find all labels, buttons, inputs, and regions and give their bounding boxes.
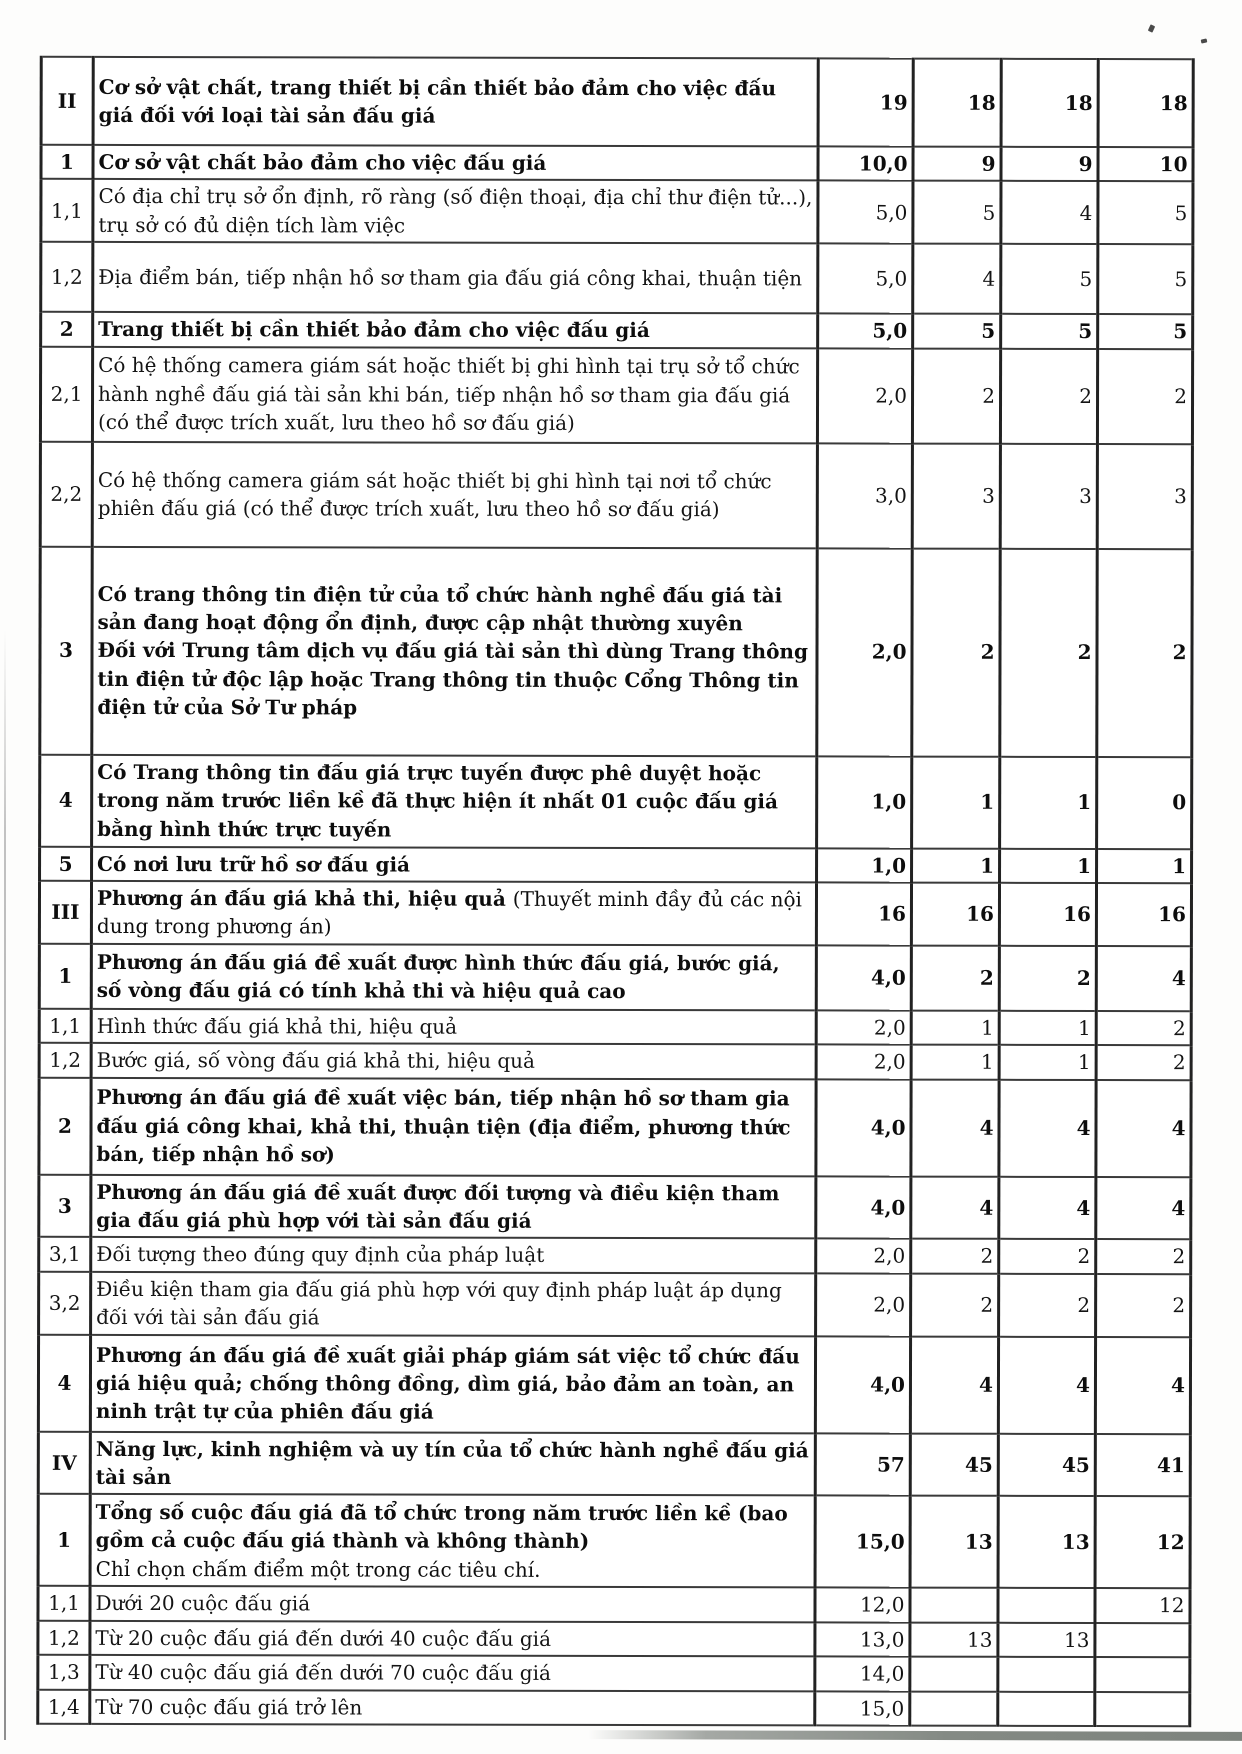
score-col2-cell: 4: [910, 1336, 998, 1433]
score-col2-cell: 5: [913, 181, 1001, 244]
desc-text: Phương án đấu giá đề xuất được hình thức đấu giá, bước giá, số vòng đấu giá có tính khả thi và hiệu quả cao: [96, 949, 780, 1004]
row-no-cell: IV: [38, 1431, 90, 1494]
score-col3-cell: [998, 1657, 1095, 1692]
row-desc-cell: [93, 57, 818, 147]
score-col2-cell: 2: [912, 548, 1000, 756]
score-col3-cell: 4: [999, 1079, 1096, 1176]
row-no-cell: 1,3: [38, 1655, 90, 1689]
row-no-cell: 2,2: [40, 441, 92, 546]
row-desc-cell: [91, 1272, 816, 1337]
score-col3-cell: 1: [1000, 848, 1097, 883]
row-desc-cell: [93, 312, 818, 348]
row-desc-cell: [90, 1690, 815, 1726]
score-col1-cell: 4,0: [816, 945, 911, 1010]
score-col4-cell: 2: [1096, 1045, 1191, 1080]
score-col2-cell: 4: [913, 244, 1001, 314]
scan-speck-icon: [1148, 24, 1155, 32]
row-desc-cell: [90, 1586, 815, 1622]
row-desc-cell: [93, 145, 818, 181]
desc-text: Từ 40 cuộc đấu giá đến dưới 70 cuộc đấu giá: [95, 1660, 551, 1686]
row-desc-cell: [90, 1655, 815, 1691]
table-row: [40, 846, 1192, 883]
score-col1-cell: 57: [815, 1433, 910, 1496]
score-col2-cell: 2: [911, 945, 999, 1010]
score-col1-cell: 19: [818, 58, 913, 146]
score-col1-cell: 4,0: [816, 1176, 911, 1239]
table-row: [40, 754, 1192, 848]
row-no-cell: 1,1: [41, 179, 93, 242]
score-col4-cell: 5: [1098, 244, 1193, 314]
desc-text: Có hệ thống camera giám sát hoặc thiết bị ghi hình tại nơi tổ chức phiên đấu giá (có thể được trích xuất, lưu theo hồ sơ đấu giá): [97, 467, 772, 522]
desc-text: Cơ sở vật chất bảo đảm cho việc đấu giá: [98, 149, 547, 175]
desc-text: Địa điểm bán, tiếp nhận hồ sơ tham gia đấu giá công khai, thuận tiện: [98, 264, 803, 291]
table-row: [39, 1174, 1191, 1239]
row-no-cell: 5: [40, 846, 92, 880]
row-no-cell: 1,1: [39, 1009, 91, 1043]
score-col4-cell: 2: [1097, 349, 1192, 444]
score-col4-cell: 3: [1097, 444, 1192, 549]
score-col3-cell: 13: [998, 1496, 1095, 1588]
row-no-cell: 1,2: [41, 242, 93, 312]
desc-text: Từ 70 cuộc đấu giá trở lên: [95, 1694, 363, 1720]
score-col3-cell: 45: [998, 1433, 1095, 1496]
table-row: [40, 346, 1192, 443]
table-row: [39, 944, 1191, 1011]
score-col3-cell: 2: [999, 1239, 1096, 1274]
score-col1-cell: 2,0: [816, 1045, 911, 1080]
desc-text: Từ 20 cuộc đấu giá đến dưới 40 cuộc đấu giá: [95, 1625, 552, 1651]
desc-text: Có hệ thống camera giám sát hoặc thiết bị ghi hình tại trụ sở tổ chức hành nghề đấu giá tài sản khi bán, tiếp nhận hồ sơ tham gia đấu giá (có thể được trích xuất, lưu theo hồ sơ đấu giá): [97, 353, 800, 436]
desc-text: Phương án đấu giá đề xuất việc bán, tiếp nhận hồ sơ tham gia đấu giá công khai, khả thi, thuận tiện (địa điểm, phương thức bán, tiếp nhận hồ sơ): [96, 1085, 791, 1167]
table-row: [38, 1655, 1190, 1692]
score-col4-cell: 4: [1096, 946, 1191, 1011]
score-col1-cell: 2,0: [817, 548, 912, 756]
row-desc-cell: [91, 944, 816, 1011]
score-col1-cell: 15,0: [815, 1496, 910, 1588]
score-col4-cell: [1095, 1657, 1190, 1692]
score-col2-cell: 5: [913, 314, 1001, 349]
score-col3-cell: 13: [998, 1623, 1095, 1658]
row-desc-cell: [92, 346, 817, 443]
score-col3-cell: 4: [999, 1176, 1096, 1239]
row-no-cell: 3: [40, 546, 92, 754]
table-row: [38, 1586, 1190, 1623]
table-row: [38, 1431, 1190, 1496]
row-no-cell: 3: [39, 1174, 91, 1237]
score-col4-cell: 1: [1097, 849, 1192, 884]
score-col3-cell: 1: [1000, 756, 1097, 848]
row-no-cell: 1: [38, 1494, 90, 1586]
score-col1-cell: 4,0: [815, 1336, 910, 1433]
desc-text: Có Trang thông tin đấu giá trực tuyến được phê duyệt hoặc trong năm trước liền kề đã thực hiện ít nhất 01 cuộc đấu giá bằng hình thức trực tuyến: [97, 759, 778, 842]
score-col1-cell: 12,0: [815, 1588, 910, 1623]
score-col2-cell: 2: [912, 348, 1000, 443]
row-desc-cell: [91, 1174, 816, 1238]
score-col4-cell: 5: [1098, 181, 1193, 244]
row-no-cell: 3,1: [39, 1237, 91, 1271]
table-row: [38, 1334, 1190, 1433]
table-row: [40, 441, 1192, 548]
scan-artifact-bar: [588, 1730, 1242, 1741]
score-col2-cell: 16: [911, 883, 999, 946]
row-no-cell: 1: [41, 145, 93, 179]
table-row: [38, 1621, 1190, 1658]
table-row: [39, 1009, 1191, 1046]
desc-text: Phương án đấu giá đề xuất được đối tượng và điều kiện tham gia đấu giá phù hợp với tài sản đấu giá: [96, 1179, 780, 1233]
desc-text: Cơ sở vật chất, trang thiết bị cần thiết bảo đảm cho việc đấu giá đối với loại tài sản đấu giá: [98, 74, 777, 128]
score-col4-cell: 18: [1098, 59, 1193, 147]
score-col1-cell: 5,0: [818, 244, 913, 314]
table-row: [41, 242, 1193, 314]
score-col3-cell: 2: [999, 946, 1096, 1011]
score-col3-cell: [998, 1588, 1095, 1623]
score-col3-cell: 1: [999, 1045, 1096, 1080]
table-row: [41, 145, 1193, 182]
score-col2-cell: 13: [910, 1622, 998, 1657]
table-row: [39, 881, 1191, 946]
score-col1-cell: 2,0: [817, 348, 912, 443]
score-col3-cell: 9: [1001, 147, 1098, 182]
table-row: [41, 312, 1193, 349]
score-col2-cell: [910, 1691, 998, 1726]
table-row: [38, 1689, 1190, 1726]
desc-text: Có nơi lưu trữ hồ sơ đấu giá: [97, 851, 411, 877]
table-row: [41, 57, 1193, 147]
table-row: [40, 546, 1192, 756]
row-desc-cell: [91, 1043, 816, 1079]
score-col1-cell: 1,0: [817, 756, 912, 848]
table-row: [39, 1271, 1191, 1336]
row-desc-cell: [90, 1432, 815, 1496]
score-col3-cell: 5: [1001, 314, 1098, 349]
score-col1-cell: 2,0: [816, 1273, 911, 1336]
row-desc-cell: [93, 179, 818, 243]
score-col4-cell: 41: [1095, 1434, 1190, 1497]
score-col4-cell: 2: [1096, 1274, 1191, 1337]
score-col1-cell: 2,0: [816, 1239, 911, 1274]
row-desc-cell: [91, 1237, 816, 1273]
score-col3-cell: [998, 1691, 1095, 1726]
score-col2-cell: 1: [912, 756, 1000, 848]
row-no-cell: 1,1: [38, 1586, 90, 1620]
score-col3-cell: 3: [1000, 443, 1097, 548]
score-col3-cell: 2: [1000, 548, 1097, 756]
score-col2-cell: 4: [911, 1079, 999, 1176]
score-col3-cell: 2: [1000, 348, 1097, 443]
desc-text: Hình thức đấu giá khả thi, hiệu quả: [96, 1013, 458, 1039]
row-desc-cell: [90, 1335, 815, 1434]
row-desc-cell: [90, 1621, 815, 1657]
score-col1-cell: 2,0: [816, 1010, 911, 1045]
score-col2-cell: 2: [911, 1273, 999, 1336]
score-col3-cell: 1: [999, 1011, 1096, 1046]
table-row: [39, 1077, 1191, 1176]
row-desc-cell: [91, 1077, 816, 1176]
score-col1-cell: 14,0: [815, 1657, 910, 1692]
score-col1-cell: 3,0: [817, 443, 912, 548]
scan-edge-line: [4, 630, 6, 1740]
desc-text: Phương án đấu giá đề xuất giải pháp giám sát việc tổ chức đấu giá hiệu quả; chống thông đồng, dìm giá, bảo đảm an toàn, an ninh trật tự của phiên đấu giá: [95, 1342, 800, 1424]
score-col4-cell: 4: [1096, 1177, 1191, 1240]
desc-text-2: Đối với Trung tâm dịch vụ đấu giá tài sản thì dùng Trang thông tin điện tử độc lập hoặc Trang thông tin thuộc Cổng Thông tin điện tử của Sở Tư pháp: [97, 638, 808, 720]
score-col3-cell: 16: [999, 883, 1096, 946]
score-col1-cell: 1,0: [817, 848, 912, 883]
row-desc-cell: [91, 881, 816, 945]
row-desc-cell: [92, 754, 817, 848]
row-desc-cell: [92, 846, 817, 882]
criteria-table: [36, 56, 1194, 1727]
row-desc-cell: [92, 546, 817, 756]
score-col3-cell: 18: [1001, 59, 1098, 147]
score-col4-cell: 16: [1096, 883, 1191, 946]
score-col3-cell: 5: [1001, 244, 1098, 314]
desc-text: Có trang thông tin điện tử của tổ chức hành nghề đấu giá tài sản đang hoạt động ổn định, được cập nhật thường xuyên: [97, 581, 783, 636]
desc-text: Trang thiết bị cần thiết bảo đảm cho việc đấu giá: [98, 317, 650, 343]
row-no-cell: 2,1: [40, 346, 92, 441]
score-col1-cell: 13,0: [815, 1622, 910, 1657]
row-no-cell: 3,2: [39, 1271, 91, 1334]
score-col4-cell: 2: [1096, 1011, 1191, 1046]
table-row: [38, 1494, 1190, 1588]
score-col2-cell: 4: [911, 1176, 999, 1239]
row-no-cell: 4: [38, 1334, 90, 1431]
desc-text-2: Chỉ chọn chấm điểm một trong các tiêu chí.: [95, 1556, 541, 1582]
row-desc-cell: [91, 1009, 816, 1045]
score-col3-cell: 2: [999, 1273, 1096, 1336]
score-col2-cell: 13: [910, 1496, 998, 1588]
score-col2-cell: 3: [912, 443, 1000, 548]
score-col4-cell: 10: [1098, 147, 1193, 182]
score-col1-cell: 15,0: [815, 1691, 910, 1726]
score-col4-cell: [1095, 1692, 1190, 1727]
score-col1-cell: 5,0: [818, 314, 913, 349]
score-col2-cell: 2: [911, 1239, 999, 1274]
scan-speck-icon: [1201, 38, 1208, 43]
score-col1-cell: 10,0: [818, 146, 913, 181]
row-desc-cell: [93, 242, 818, 314]
table-row: [39, 1043, 1191, 1080]
score-col4-cell: 2: [1096, 1239, 1191, 1274]
desc-text: Đối tượng theo đúng quy định của pháp luật: [96, 1242, 545, 1268]
score-col3-cell: 4: [998, 1336, 1095, 1433]
table-row: [39, 1237, 1191, 1274]
score-col2-cell: [910, 1657, 998, 1692]
score-col4-cell: 5: [1098, 314, 1193, 349]
score-col4-cell: 12: [1095, 1588, 1190, 1623]
score-col1-cell: 16: [816, 882, 911, 945]
score-col3-cell: 4: [1001, 181, 1098, 244]
desc-text: Điều kiện tham gia đấu giá phù hợp với quy định pháp luật áp dụng đối với tài sản đấu giá: [96, 1276, 782, 1330]
score-col4-cell: 0: [1097, 757, 1192, 849]
score-col2-cell: 1: [911, 1045, 999, 1080]
score-col4-cell: [1095, 1623, 1190, 1658]
row-no-cell: 2: [39, 1077, 91, 1174]
row-desc-cell: [90, 1494, 815, 1588]
row-no-cell: 1,2: [39, 1043, 91, 1077]
desc-text: Tổng số cuộc đấu giá đã tổ chức trong năm trước liền kề (bao gồm cả cuộc đấu giá thành và không thành): [95, 1499, 788, 1554]
score-col1-cell: 5,0: [818, 181, 913, 244]
score-col4-cell: 4: [1095, 1337, 1190, 1434]
score-col2-cell: 45: [910, 1433, 998, 1496]
score-col4-cell: 2: [1097, 549, 1192, 757]
row-no-cell: II: [41, 57, 93, 145]
desc-text: Năng lực, kinh nghiệm và uy tín của tổ chức hành nghề đấu giá tài sản: [95, 1436, 809, 1490]
table-row: [41, 179, 1193, 244]
score-col2-cell: 9: [913, 147, 1001, 182]
score-col2-cell: 18: [913, 59, 1001, 147]
row-no-cell: 1,2: [38, 1621, 90, 1655]
score-col1-cell: 4,0: [816, 1079, 911, 1176]
score-col4-cell: 4: [1096, 1080, 1191, 1177]
score-col2-cell: 1: [912, 848, 1000, 883]
row-no-cell: 4: [40, 754, 92, 846]
desc-text: Phương án đấu giá khả thi, hiệu quả: [96, 885, 506, 911]
row-desc-cell: [92, 441, 817, 548]
score-col2-cell: [910, 1588, 998, 1623]
desc-text-2: (Thuyết minh đầy đủ các nội dung trong phương án): [96, 886, 802, 939]
score-col4-cell: 12: [1095, 1496, 1190, 1588]
score-col2-cell: 1: [911, 1010, 999, 1045]
desc-text: Có địa chỉ trụ sở ổn định, rõ ràng (số điện thoại, địa chỉ thư điện tử...), trụ sở có đủ diện tích làm việc: [98, 184, 813, 238]
desc-text: Bước giá, số vòng đấu giá khả thi, hiệu quả: [96, 1048, 535, 1073]
row-no-cell: 1,4: [38, 1689, 90, 1723]
row-no-cell: III: [39, 881, 91, 944]
row-no-cell: 2: [41, 312, 93, 346]
desc-text: Dưới 20 cuộc đấu giá: [95, 1591, 311, 1616]
row-no-cell: 1: [39, 944, 91, 1009]
